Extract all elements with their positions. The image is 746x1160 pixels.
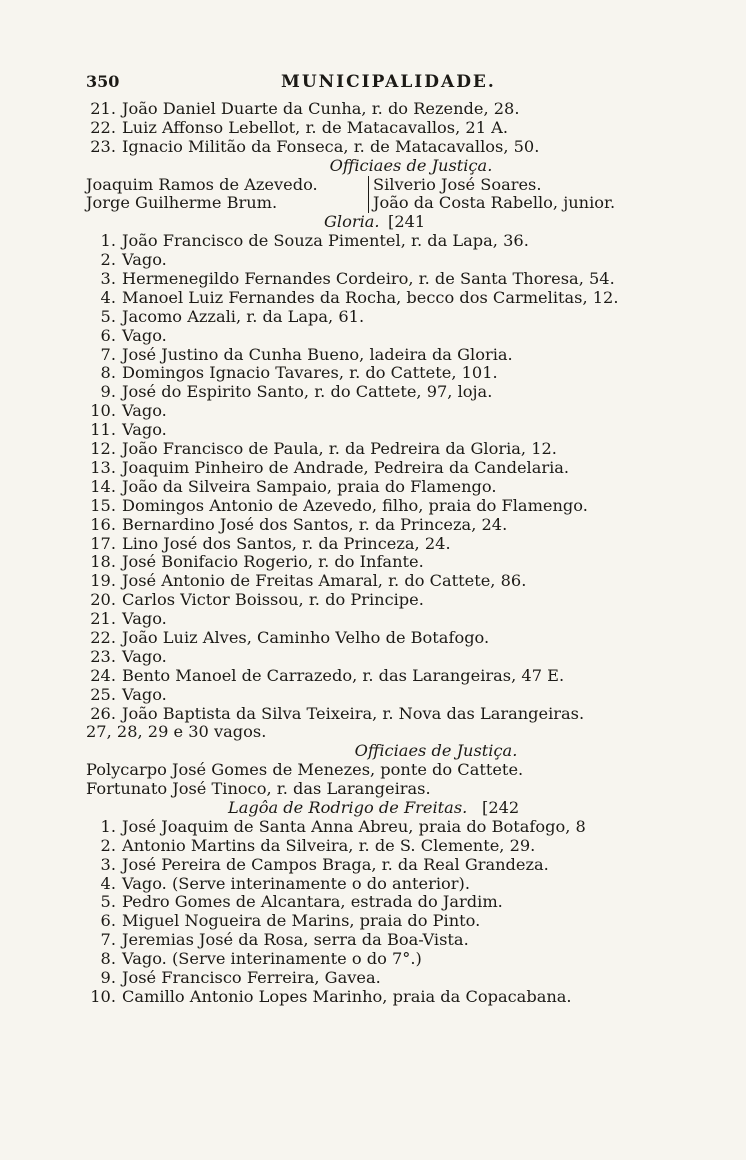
list-item [86,346,646,365]
item-text: Jacomo Azzali, r. da Lapa, 61. [122,306,365,326]
item-number: 7. [100,344,116,364]
item-number: 10. [90,401,116,421]
item-text: Vago. (Serve interinamente o do anterior). [122,873,470,893]
item-number: 23. [90,136,116,156]
item-text: José do Espirito Santo, r. do Cattete, 97, loja. [122,382,493,402]
item-number: 4. [100,873,116,893]
list-item [86,535,646,554]
item-text: José Pereira de Campos Braga, r. da Real Grandeza. [122,854,549,874]
item-number: 9. [100,382,116,402]
item-text: Bento Manoel de Carrazedo, r. das Larangeiras, 47 E. [122,665,565,685]
section-title: Gloria. [324,212,380,232]
item-text: Hermenegildo Fernandes Cordeiro, r. de Santa Thoresa, 54. [122,269,615,289]
list-item [86,402,646,421]
list-item [86,308,646,327]
list-item [86,893,646,912]
list-item [86,667,646,686]
section-ref: [242 [482,797,520,817]
officer-line: Fortunato José Tinoco, r. das Larangeiras. [86,779,431,799]
list-item [86,969,646,988]
list-item [86,421,646,440]
item-number: 11. [90,420,116,440]
item-text: Ignacio Militão da Fonseca, r. de Matacavallos, 50. [122,136,540,156]
item-number: 22. [90,117,116,137]
list-item [86,950,646,969]
item-text: Bernardino José dos Santos, r. da Princeza, 24. [122,514,508,534]
list-item [86,988,646,1007]
list-item [86,459,646,478]
list-item [86,270,646,289]
item-number: 22. [90,627,116,647]
item-text: João Francisco de Paula, r. da Pedreira da Gloria, 12. [122,439,557,459]
list-item [86,686,646,705]
item-number: 6. [100,325,116,345]
item-text: José Bonifacio Rogerio, r. do Infante. [122,552,424,572]
officer-name-left: Jorge Guilherme Brum. [86,193,278,213]
section-title: Lagôa de Rodrigo de Freitas. [228,797,468,817]
officer-name-right: Silverio José Soares. [368,176,542,195]
item-number: 13. [90,457,116,477]
item-number: 1. [100,231,116,251]
item-text: Vago. [122,609,167,629]
item-number: 21. [90,609,116,629]
list-item [86,591,646,610]
list-item [86,251,646,270]
list-item [86,912,646,931]
item-text: Luiz Affonso Lebellot, r. de Matacavallos, 21 A. [122,117,508,137]
lagoa-list [86,818,646,1007]
item-text: João Luiz Alves, Caminho Velho de Botafogo. [122,627,490,647]
item-number: 25. [90,684,116,704]
item-number: 20. [90,590,116,610]
list-item [86,138,646,157]
list-item [86,327,646,346]
item-text: José Antonio de Freitas Amaral, r. do Cattete, 86. [122,571,527,591]
list-item [86,478,646,497]
item-number: 3. [100,854,116,874]
item-text: João Daniel Duarte da Cunha, r. do Rezende, 28. [122,99,520,118]
section-heading-gloria [86,213,646,232]
vacant-note: 27, 28, 29 e 30 vagos. [86,722,267,742]
item-text: Vago. [122,401,167,421]
page-body [86,100,646,1007]
item-number: 17. [90,533,116,553]
item-text: João Francisco de Souza Pimentel, r. da Lapa, 36. [122,231,529,251]
item-text: Camillo Antonio Lopes Marinho, praia da Copacabana. [122,986,572,1006]
item-number: 9. [100,968,116,987]
officer-name-right: João da Costa Rabello, junior. [368,194,615,213]
list-item [86,119,646,138]
list-item [86,629,646,648]
item-text: José Justino da Cunha Bueno, ladeira da Gloria. [122,344,513,364]
list-item [86,440,646,459]
item-number: 6. [100,911,116,931]
list-item [86,364,646,383]
item-number: 4. [100,287,116,307]
item-text: Joaquim Pinheiro de Andrade, Pedreira da Candelaria. [122,457,570,477]
item-number: 5. [100,306,116,326]
item-text: Lino José dos Santos, r. da Princeza, 24. [122,533,451,553]
item-number: 15. [90,495,116,515]
item-text: Vago. [122,420,167,440]
item-number: 12. [90,439,116,459]
officer-line: Polycarpo José Gomes de Menezes, ponte do Cattete. [86,760,524,780]
item-number: 21. [90,99,116,118]
item-number: 3. [100,269,116,289]
item-text: Vago. [122,250,167,270]
item-text: Vago. [122,684,167,704]
item-number: 5. [100,892,116,912]
item-number: 7. [100,930,116,950]
list-item [86,232,646,251]
item-text: Manoel Luiz Fernandes da Rocha, becco dos Carmelitas, 12. [122,287,619,307]
list-item [86,856,646,875]
item-text: Domingos Antonio de Azevedo, filho, praia do Flamengo. [122,495,588,515]
item-number: 23. [90,646,116,666]
list-item [86,553,646,572]
item-number: 2. [100,835,116,855]
item-text: José Francisco Ferreira, Gavea. [122,968,381,987]
item-number: 1. [100,816,116,836]
gloria-list [86,232,646,742]
list-item [86,100,646,119]
list-item [86,931,646,950]
item-text: Domingos Ignacio Tavares, r. do Cattete, 101. [122,363,498,383]
list-item [86,572,646,591]
section-ref: [241 [388,212,426,232]
item-number: 14. [90,476,116,496]
running-title: MUNICIPALIDADE. [281,72,496,92]
officers-heading: Officiaes de Justiça. [329,155,493,175]
officers-row [86,194,646,213]
item-text: Vago. [122,646,167,666]
list-item [86,875,646,894]
item-text: Carlos Victor Boissou, r. do Principe. [122,590,424,610]
officer-name-left: Joaquim Ramos de Azevedo. [86,174,318,194]
item-text: José Joaquim de Santa Anna Abreu, praia do Botafogo, 8 [122,816,586,836]
item-number: 10. [90,986,116,1006]
item-number: 18. [90,552,116,572]
section-heading-lagoa [86,799,646,818]
item-text: Vago. (Serve interinamente o do 7°.) [122,949,422,969]
item-number: 8. [100,363,116,383]
item-number: 16. [90,514,116,534]
list-item [86,516,646,535]
list-item [86,705,646,724]
item-text: Antonio Martins da Silveira, r. de S. Clemente, 29. [122,835,536,855]
list-item [86,818,646,837]
item-text: João Baptista da Silva Teixeira, r. Nova das Larangeiras. [122,703,585,723]
item-text: Jeremias José da Rosa, serra da Boa-Vista. [122,930,469,950]
list-item [86,648,646,667]
officers-row [86,176,646,195]
item-text: Pedro Gomes de Alcantara, estrada do Jardim. [122,892,503,912]
continued-list [86,100,646,157]
officers-heading: Officiaes de Justiça. [354,741,518,761]
item-text: Miguel Nogueira de Marins, praia do Pinto. [122,911,481,931]
item-text: João da Silveira Sampaio, praia do Flamengo. [122,476,497,496]
list-item [86,610,646,629]
item-number: 26. [90,703,116,723]
item-number: 2. [100,250,116,270]
list-item [86,289,646,308]
page-number: 350 [86,72,120,91]
page-header [86,72,646,98]
item-number: 19. [90,571,116,591]
item-text: Vago. [122,325,167,345]
list-item [86,383,646,402]
item-number: 24. [90,665,116,685]
item-number: 8. [100,949,116,969]
list-item [86,497,646,516]
list-item [86,837,646,856]
